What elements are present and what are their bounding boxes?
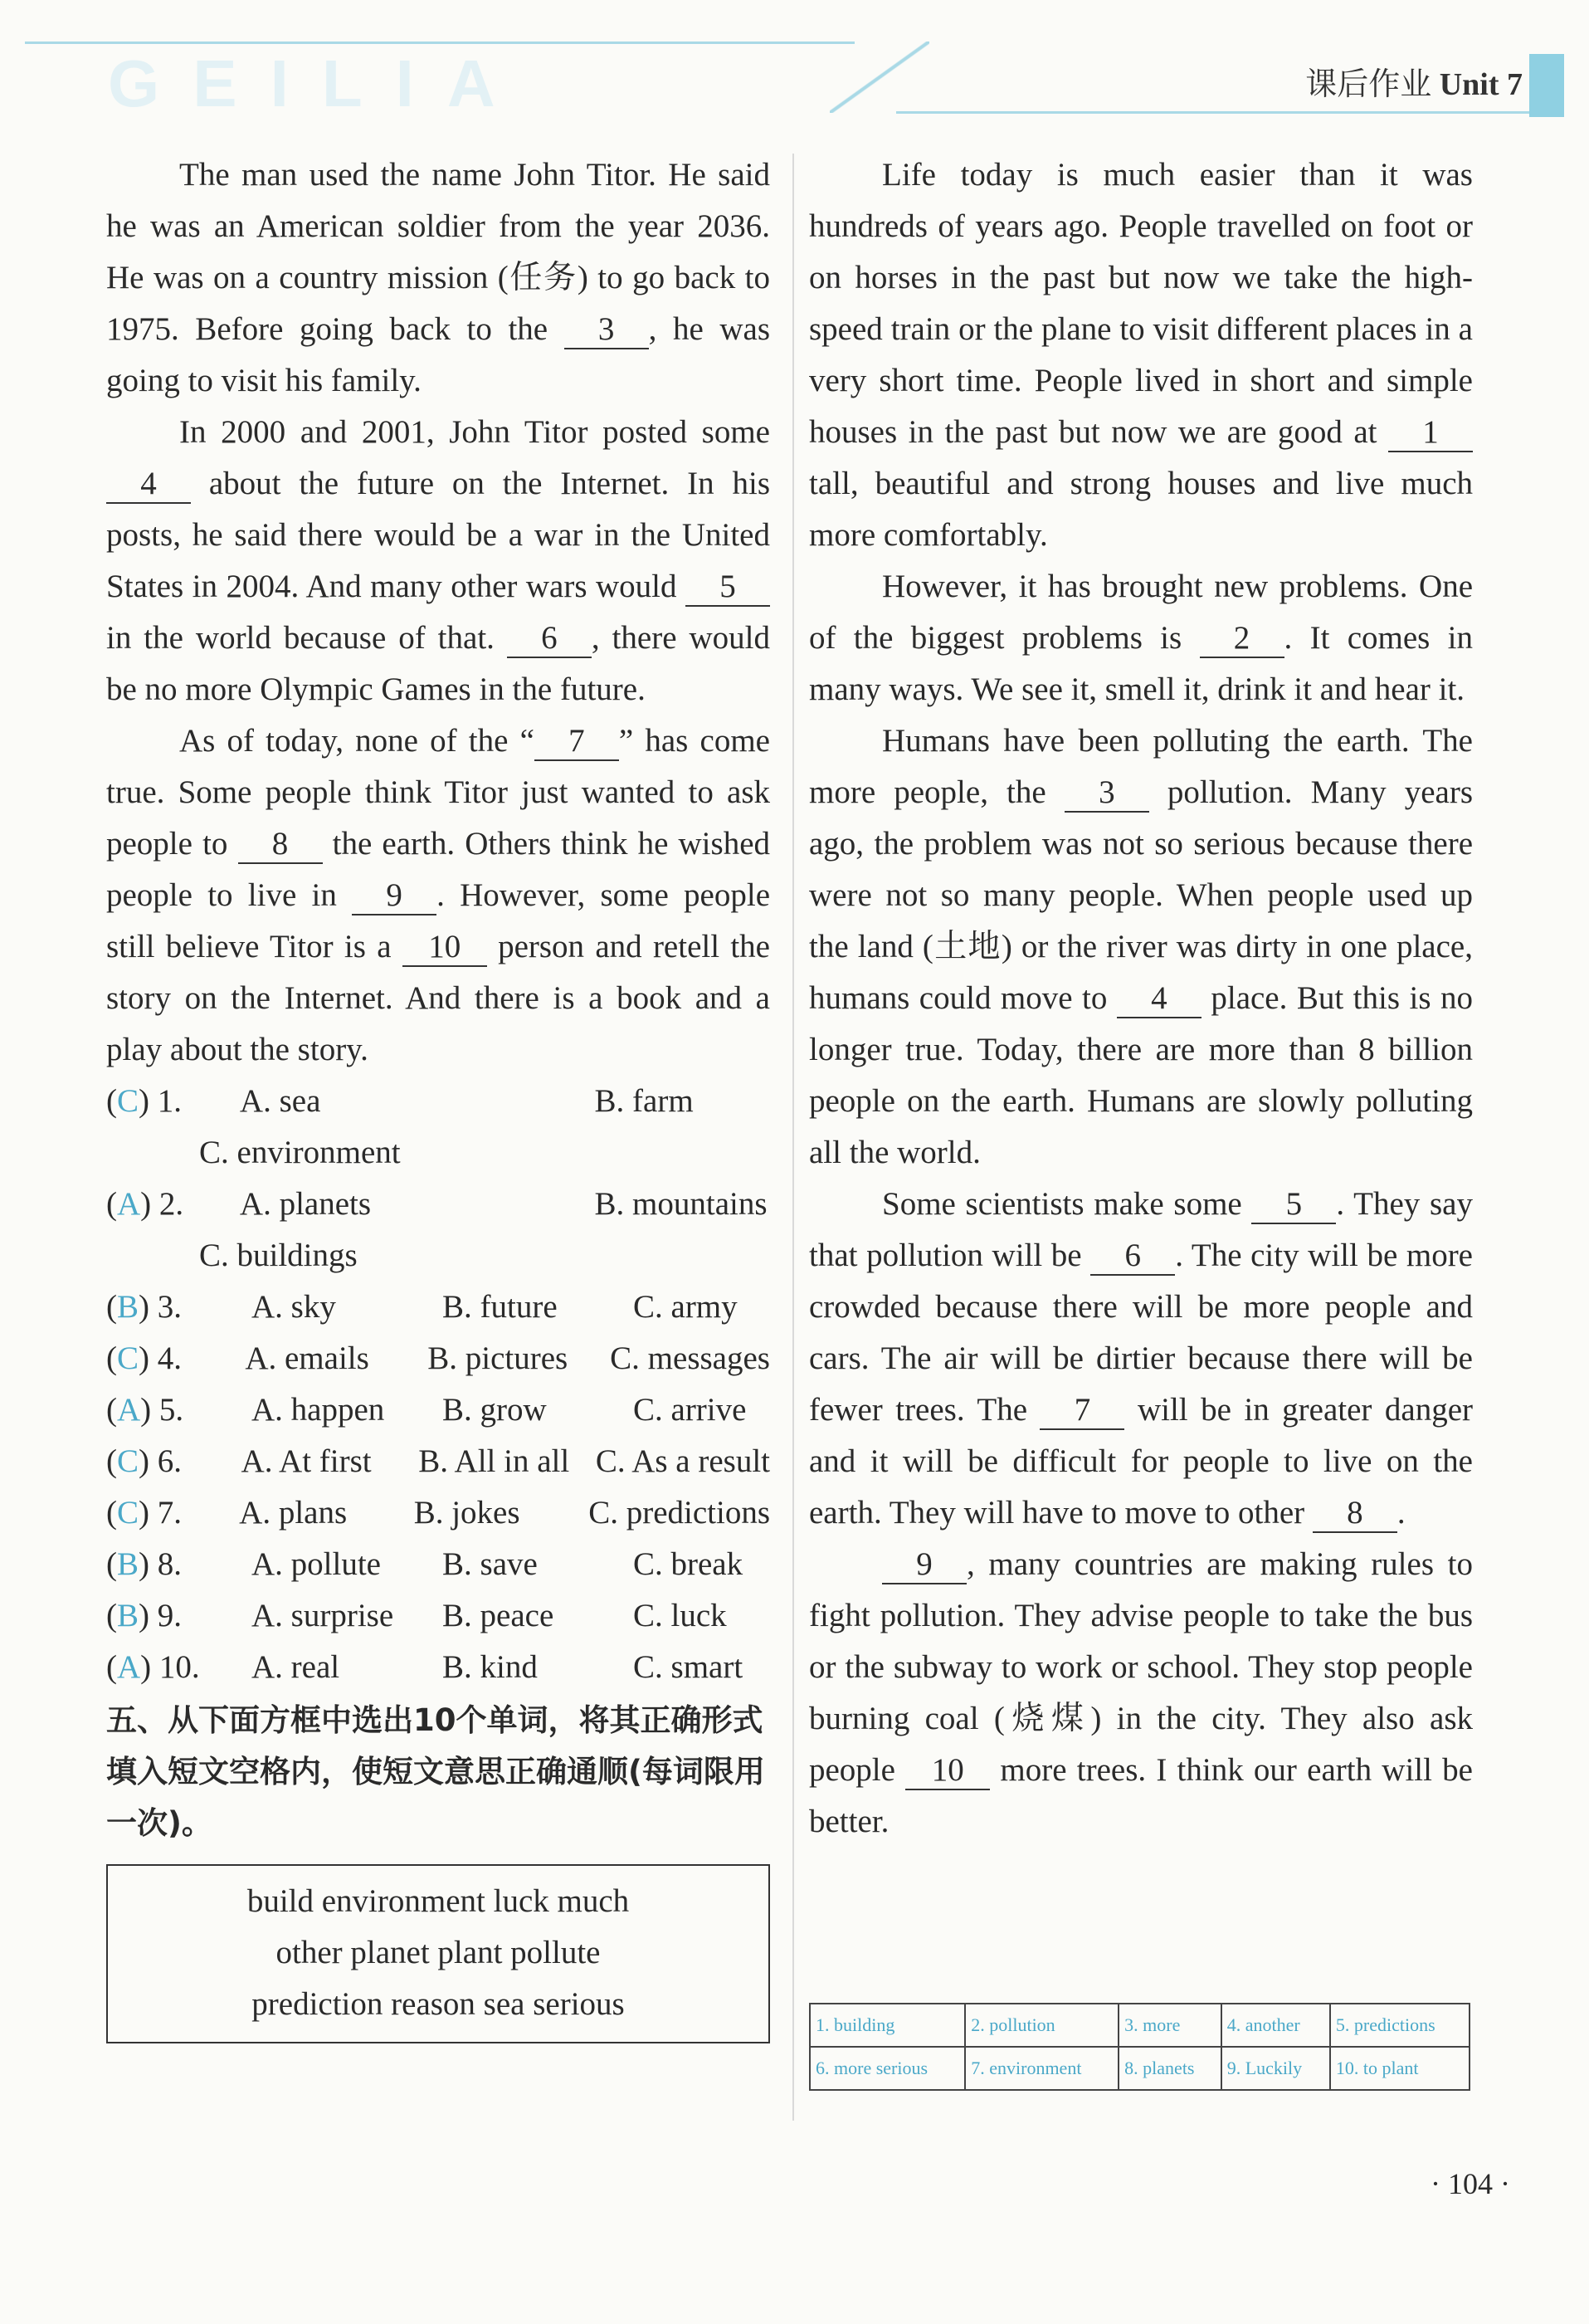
answer-key-cell: 5. predictions <box>1330 2004 1470 2047</box>
question-list <box>106 1076 770 1693</box>
word-bank-line: build environment luck much <box>246 1883 630 1919</box>
passage-paragraph: The man used the name John Titor. He said he was an American soldier from the year 2036. He was on a country mission (任务) to go back to 1975. Before going back to the 3 , he was going to visit his family. <box>106 157 771 398</box>
blank-4: 4 <box>1117 980 1201 1018</box>
header-watermark: GEILIA <box>108 46 529 120</box>
blank-5: 5 <box>1251 1186 1336 1224</box>
passage-paragraph: However, it has brought new problems. One of the biggest problems is 2 . It comes in many ways. We see it, smell it, drink it and hear it. <box>809 569 1473 707</box>
left-column <box>106 149 770 2043</box>
blank-1: 1 <box>1388 414 1473 452</box>
column-separator <box>792 154 794 2121</box>
blank-2: 2 <box>1200 620 1284 658</box>
passage-paragraph: 9 , many countries are making rules to fight pollution. They advise people to take the bus or the subway to work or school. They stop people burning coal (烧煤) in the city. They also ask people 10 more trees. I think our earth will be better. <box>809 1546 1473 1839</box>
question-item: (A) 10. A. real B. kind C. smart <box>106 1649 743 1685</box>
blank-5: 5 <box>685 569 770 607</box>
passage-paragraph: In 2000 and 2001, John Titor posted some 4 about the future on the Internet. In his posts, he said there would be a war in the United States in 2004. And many other wars would 5 in the world because of that. 6 , there would be no more Olympic Games in the future. <box>106 414 770 707</box>
question-item: (C) 4. A. emails B. pictures C. messages <box>106 1340 770 1376</box>
blank-9: 9 <box>352 877 436 915</box>
question-item: (B) 9. A. surprise B. peace C. luck <box>106 1598 727 1633</box>
answer-key-cell: 10. to plant <box>1330 2047 1470 2090</box>
answer-key-cell: 2. pollution <box>965 2004 1119 2047</box>
question-option-c: C. buildings <box>199 1238 358 1273</box>
header-line-right <box>896 111 1560 114</box>
blank-10: 10 <box>905 1752 990 1790</box>
question-item: (C) 1. A. sea B. farm <box>106 1083 694 1119</box>
passage-paragraph: Some scientists make some 5 . They say that pollution will be 6 . The city will be more crowded because there will be more people and cars. The air will be dirtier because there will be fewer trees. The 7 will be in greater danger and it will be difficult for people to live on the earth. They will have to move to other 8 . <box>809 1179 1473 1539</box>
answer-letter: B <box>117 1598 139 1633</box>
question-item: (C) 6. A. At first B. All in all C. As a result <box>106 1443 770 1479</box>
page-number: · 104 · <box>1431 2167 1510 2200</box>
answer-key-cell: 4. another <box>1221 2004 1330 2047</box>
blank-7: 7 <box>1040 1392 1124 1430</box>
blank-8: 8 <box>238 826 323 864</box>
blank-3: 3 <box>564 311 649 349</box>
answer-letter: B <box>117 1546 139 1582</box>
header-title-unit: Unit 7 <box>1439 67 1523 102</box>
header-title-cn: 课后作业 <box>1305 67 1432 102</box>
answer-letter: C <box>117 1495 139 1531</box>
answer-key-cell: 8. planets <box>1119 2047 1221 2090</box>
answer-letter: C <box>117 1443 139 1479</box>
question-item: (A) 5. A. happen B. grow C. arrive <box>106 1392 747 1428</box>
answer-key-cell: 1. building <box>810 2004 965 2047</box>
page-header-title <box>1305 58 1523 104</box>
blank-6: 6 <box>507 620 592 658</box>
header-line-diagonal <box>830 42 929 113</box>
question-item: (B) 8. A. pollute B. save C. break <box>106 1546 743 1582</box>
question-item: (B) 3. A. sky B. future C. army <box>106 1289 738 1325</box>
answer-letter: A <box>117 1186 141 1222</box>
answer-key-cell: 9. Luckily <box>1221 2047 1330 2090</box>
passage-paragraph: Life today is much easier than it was hundreds of years ago. People travelled on foot or on horses in the past but now we take the high-speed train or the plane to visit different places in a very short time. People lived in short and simple houses in the past but now we are good at 1 tall, beautiful and strong houses and live much more comfortably. <box>809 157 1473 553</box>
question-item: (C) 7. A. plans B. jokes C. predictions <box>106 1495 771 1531</box>
answer-key-cell: 7. environment <box>965 2047 1119 2090</box>
blank-8: 8 <box>1313 1495 1397 1533</box>
answer-key-cell: 6. more serious <box>810 2047 965 2090</box>
answer-key-cell: 3. more <box>1119 2004 1221 2047</box>
section-instruction: 五、从下面方框中选出10个单词，将其正确形式填入短文空格内，使短文意思正确通顺(每词限用一次)。 <box>106 1702 765 1841</box>
blank-3: 3 <box>1065 774 1149 813</box>
question-item: (A) 2. A. planets B. mountains <box>106 1186 768 1222</box>
question-option-c: C. environment <box>199 1135 401 1170</box>
answer-letter: A <box>117 1392 141 1428</box>
header-tab-marker <box>1529 54 1564 117</box>
table-row <box>810 2004 1470 2047</box>
blank-4: 4 <box>106 466 191 504</box>
passage-paragraph: As of today, none of the “ 7 ” has come true. Some people think Titor just wanted to ask people to 8 the earth. Others think he wished people to live in 9 . However, some people still believe Titor is a 10 person and retell the story on the Internet. And there is a book and a play about the story. <box>106 723 771 1067</box>
blank-6: 6 <box>1090 1238 1175 1276</box>
table-row <box>810 2047 1470 2090</box>
blank-10: 10 <box>402 929 487 967</box>
word-bank-line: prediction reason sea serious <box>251 1986 625 2022</box>
answer-letter: B <box>117 1289 139 1325</box>
word-bank-box <box>106 1864 770 2043</box>
answer-letter: C <box>117 1340 139 1376</box>
answer-letter: C <box>117 1083 139 1119</box>
passage-paragraph: Humans have been polluting the earth. The more people, the 3 pollution. Many years ago, the problem was not so serious because there were not so many people. When people used up the land (土地) or the river was dirty in one place, humans could move to 4 place. But this is no longer true. Today, there are more than 8 billion people on the earth. Humans are slowly polluting all the world. <box>809 723 1473 1170</box>
blank-9: 9 <box>882 1546 967 1584</box>
blank-7: 7 <box>534 723 619 761</box>
answer-key-table <box>809 2003 1470 2091</box>
answer-letter: A <box>117 1649 141 1685</box>
header-line-left <box>25 42 855 44</box>
word-bank-line: other planet plant pollute <box>275 1935 601 1970</box>
right-column <box>809 149 1473 1848</box>
